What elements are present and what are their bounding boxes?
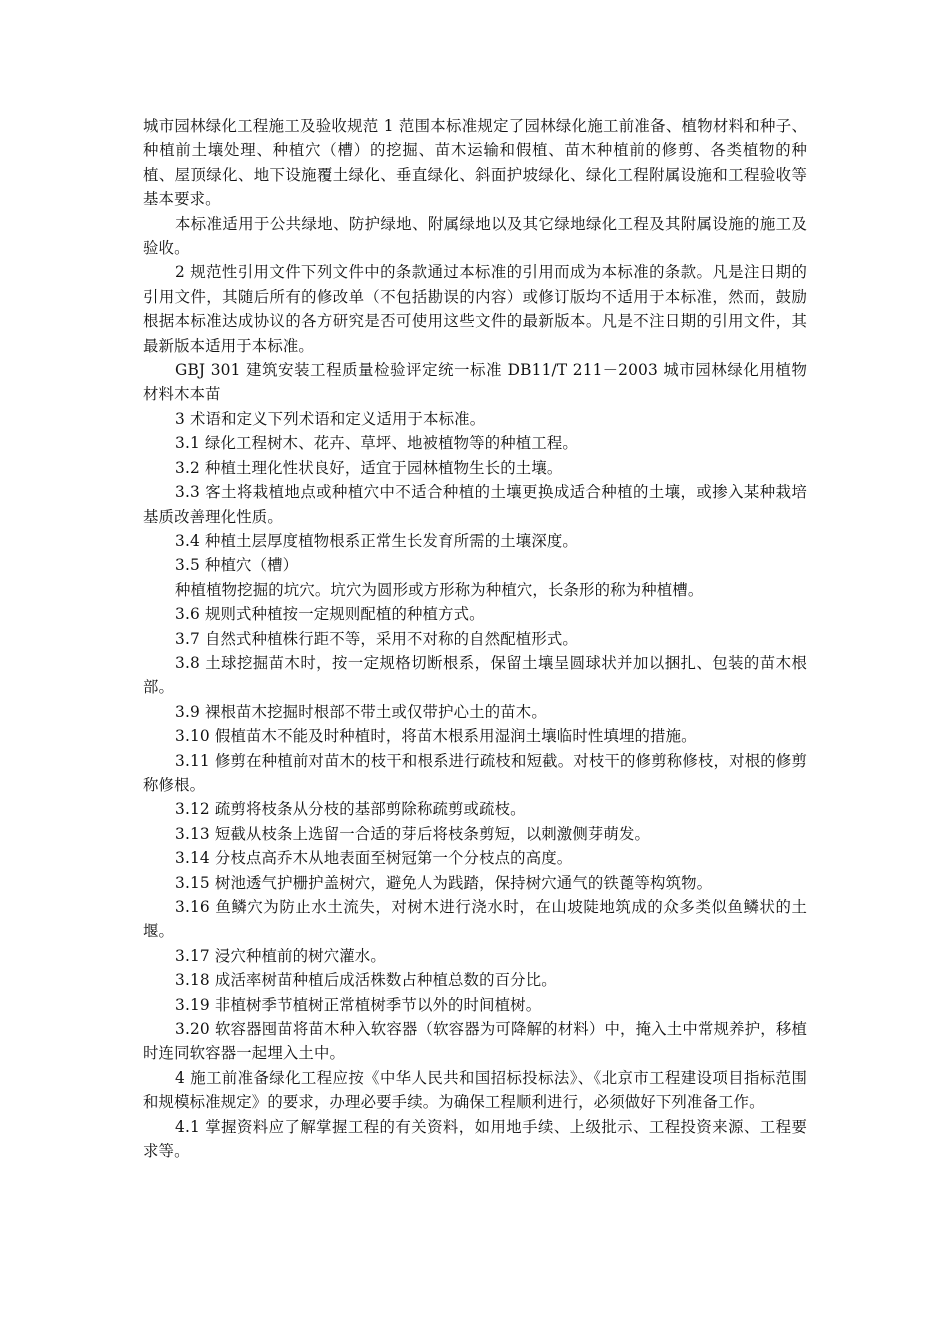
paragraph-term-3-8: 3.8 土球挖掘苗木时，按一定规格切断根系，保留土壤呈圆球状并加以捆扎、包装的苗木根部。 (143, 653, 807, 697)
paragraph-preparation-4-1: 4.1 掌握资料应了解掌握工程的有关资料，如用地手续、上级批示、工程投资来源、工程要求等。 (143, 1117, 807, 1161)
paragraph-term-3-6: 3.6 规则式种植按一定规则配植的种植方式。 (175, 605, 485, 624)
paragraph-term-3-17: 3.17 浸穴种植前的树穴灌水。 (175, 946, 386, 965)
paragraph-scope-intro: 城市园林绿化工程施工及验收规范 1 范围本标准规定了园林绿化施工前准备、植物材料和种子、种植前土壤处理、种植穴（槽）的挖掘、苗木运输和假植、苗木种植前的修剪、各类植物的种植、屋顶绿化、地下设施覆土绿化、垂直绿化、斜面护坡绿化、绿化工程附属设施和工程验收等基本要求。 (143, 117, 807, 209)
paragraph-term-3-20: 3.20 软容器囤苗将苗木种入软容器（软容器为可降解的材料）中，掩入土中常规养护，移植时连同软容器一起埋入土中。 (143, 1020, 807, 1063)
paragraph-scope-application: 本标准适用于公共绿地、防护绿地、附属绿地以及其它绿地绿化工程及其附属设施的施工及验收。 (143, 214, 807, 258)
document-page (143, 114, 807, 1163)
paragraph-preparation: 4 施工前准备绿化工程应按《中华人民共和国招标投标法》、《北京市工程建设项目指标范围和规模标准规定》的要求，办理必要手续。为确保工程顺利进行，必须做好下列准备工作。 (143, 1068, 807, 1112)
paragraph-term-3-12: 3.12 疏剪将枝条从分枝的基部剪除称疏剪或疏枝。 (175, 800, 526, 819)
paragraph-normative-references: 2 规范性引用文件下列文件中的条款通过本标准的引用而成为本标准的条款。凡是注日期的引用文件，其随后所有的修改单（不包括勘误的内容）或修订版均不适用于本标准，然而，鼓励根据本标准达成协议的各方研究是否可使用这些文件的最新版本。凡是不注日期的引用文件，其最新版本适用于本标准。 (143, 263, 807, 355)
paragraph-term-3-11: 3.11 修剪在种植前对苗木的枝干和根系进行疏枝和短截。对枝干的修剪称修枝，对根的修剪称修根。 (143, 751, 807, 794)
paragraph-term-3-9: 3.9 裸根苗木挖掘时根部不带土或仅带护心土的苗木。 (175, 702, 547, 721)
paragraph-term-3-5-title: 3.5 种植穴（槽） (175, 556, 299, 575)
paragraph-term-3-13: 3.13 短截从枝条上选留一合适的芽后将枝条剪短，以刺激侧芽萌发。 (175, 824, 651, 843)
paragraph-term-3-5-body: 种植植物挖掘的坑穴。坑穴为圆形或方形称为种植穴，长条形的称为种植槽。 (175, 580, 704, 599)
paragraph-term-3-16: 3.16 鱼鳞穴为防止水土流失，对树木进行浇水时，在山坡陡地筑成的众多类似鱼鳞状的土堰。 (143, 898, 807, 941)
paragraph-terms-definitions: 3 术语和定义下列术语和定义适用于本标准。 (175, 409, 486, 428)
paragraph-term-3-14: 3.14 分枝点高乔木从地表面至树冠第一个分枝点的高度。 (175, 849, 573, 868)
paragraph-term-3-4: 3.4 种植土层厚度植物根系正常生长发育所需的土壤深度。 (175, 531, 578, 550)
paragraph-term-3-18: 3.18 成活率树苗种植后成活株数占种植总数的百分比。 (175, 971, 557, 990)
paragraph-term-3-7: 3.7 自然式种植株行距不等，采用不对称的自然配植形式。 (175, 629, 578, 648)
paragraph-term-3-3: 3.3 客土将栽植地点或种植穴中不适合种植的土壤更换成适合种植的土壤，或掺入某种栽培基质改善理化性质。 (143, 483, 807, 526)
paragraph-term-3-1: 3.1 绿化工程树木、花卉、草坪、地被植物等的种植工程。 (175, 434, 578, 453)
paragraph-term-3-10: 3.10 假植苗木不能及时种植时，将苗木根系用湿润土壤临时性填埋的措施。 (175, 727, 697, 746)
paragraph-term-3-15: 3.15 树池透气护栅护盖树穴，避免人为践踏，保持树穴通气的铁蓖等构筑物。 (175, 873, 713, 892)
paragraph-term-3-19: 3.19 非植树季节植树正常植树季节以外的时间植树。 (175, 995, 542, 1014)
paragraph-reference-standards: GBJ 301 建筑安装工程质量检验评定统一标准 DB11/T 211－2003 城市园林绿化用植物材料木本苗 (143, 361, 807, 404)
paragraph-term-3-2: 3.2 种植土理化性状良好，适宜于园林植物生长的土壤。 (175, 458, 563, 477)
